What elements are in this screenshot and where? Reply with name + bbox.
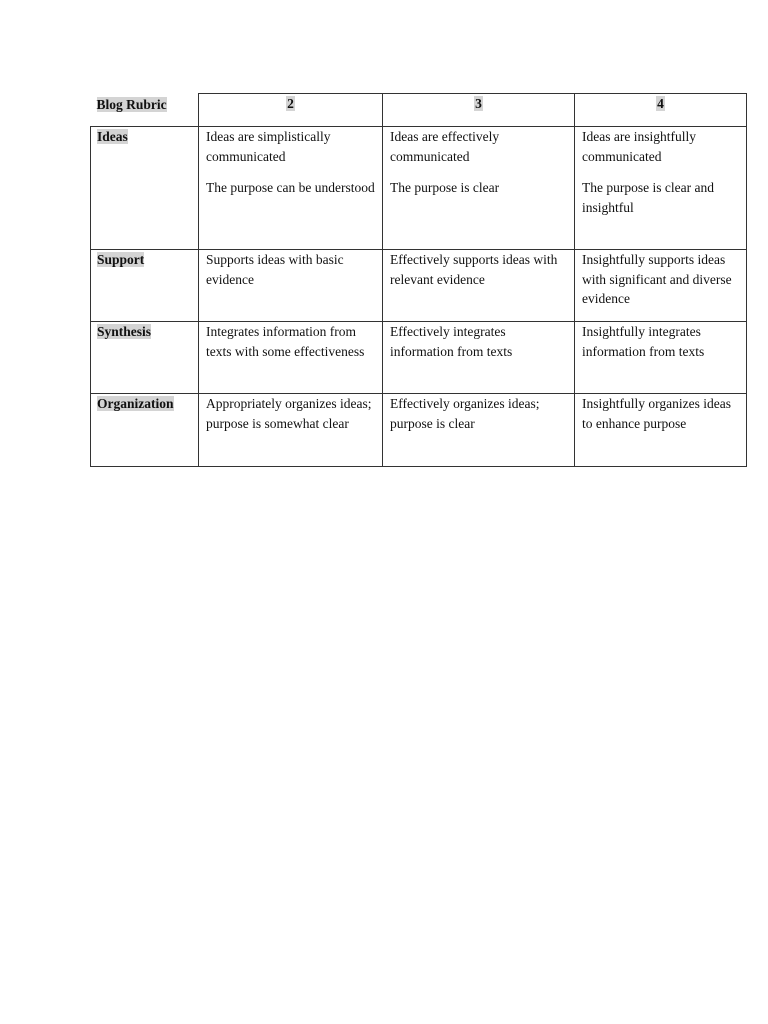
descriptor-cell [575,127,747,250]
rubric-row-support [91,250,747,322]
descriptor-cell [575,322,747,394]
criterion-cell [91,250,199,322]
criterion-label: Ideas [97,129,128,144]
criterion-label: Synthesis [97,324,152,339]
rubric-header-row [91,94,747,127]
rubric-row-organization [91,394,747,467]
descriptor-cell [383,394,575,467]
score-header-label: 3 [475,96,482,111]
rubric-row-synthesis [91,322,747,394]
descriptor-text: Effectively integrates information from texts [390,324,513,359]
score-header-label: 2 [287,96,294,111]
criterion-label: Support [97,252,145,267]
descriptor-text: The purpose is clear and insightful [582,180,714,215]
descriptor-text: Effectively supports ideas with relevant evidence [390,252,558,287]
criterion-label: Organization [97,396,174,411]
descriptor-cell [199,394,383,467]
score-header-4 [575,94,747,127]
descriptor-text: Effectively organizes ideas; purpose is clear [390,396,540,431]
descriptor-text: Insightfully organizes ideas to enhance purpose [582,396,731,431]
descriptor-text: The purpose is clear [390,180,500,196]
descriptor-cell [199,322,383,394]
rubric-row-ideas [91,127,747,250]
descriptor-cell [383,250,575,322]
score-header-3 [383,94,575,127]
rubric-table [90,93,747,467]
descriptor-text: Integrates information from texts with some effectiveness [206,324,365,359]
descriptor-text: Ideas are simplistically communicated [206,129,331,164]
descriptor-cell [383,127,575,250]
score-header-label: 4 [657,96,664,111]
descriptor-text: Insightfully integrates information from texts [582,324,705,359]
descriptor-text: Appropriately organizes ideas; purpose is somewhat clear [206,396,372,431]
descriptor-text: Supports ideas with basic evidence [206,252,344,287]
descriptor-text: Insightfully supports ideas with significant and diverse evidence [582,252,732,307]
criterion-cell [91,394,199,467]
rubric-title: Blog Rubric [96,96,167,112]
rubric-title-cell [91,94,199,127]
descriptor-cell [575,394,747,467]
score-header-2 [199,94,383,127]
descriptor-text: Ideas are insightfully communicated [582,129,696,164]
descriptor-cell [199,127,383,250]
criterion-cell [91,127,199,250]
criterion-cell [91,322,199,394]
descriptor-cell [199,250,383,322]
descriptor-cell [575,250,747,322]
descriptor-cell [383,322,575,394]
descriptor-text: The purpose can be understood [206,180,375,196]
descriptor-text: Ideas are effectively communicated [390,129,500,164]
